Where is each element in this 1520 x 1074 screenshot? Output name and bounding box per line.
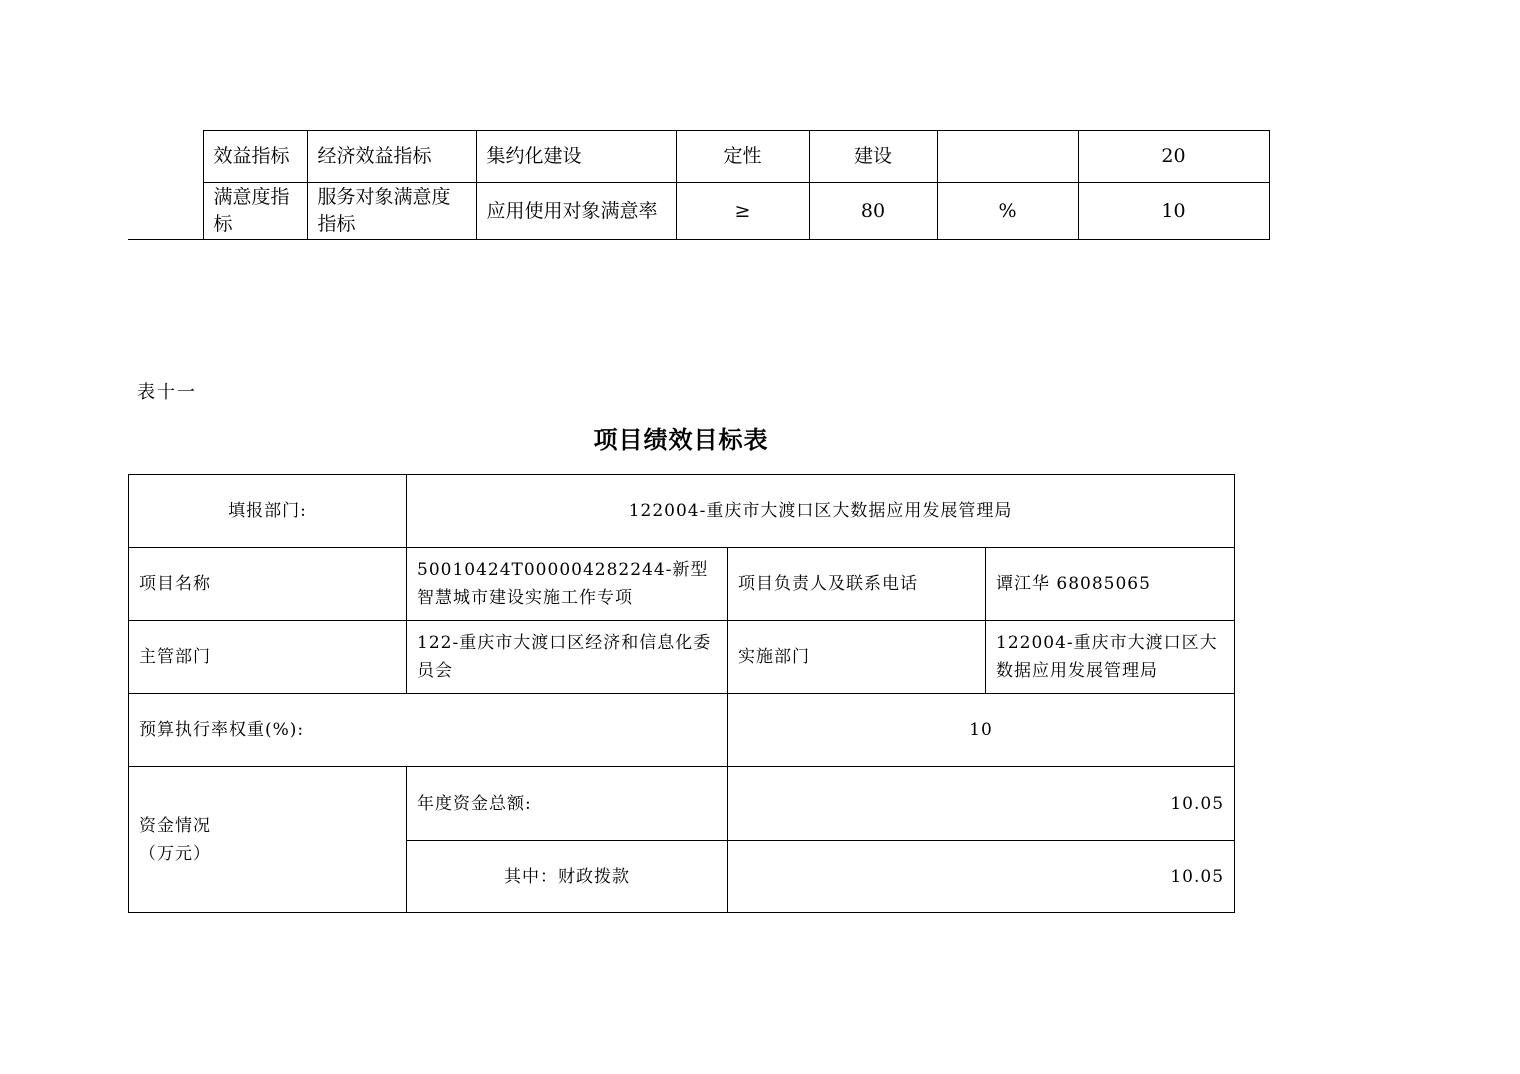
value-cell: 建设	[809, 131, 937, 183]
table-row	[129, 475, 1235, 548]
impl-label: 实施部门	[728, 621, 986, 694]
fiscal-value: 10.05	[728, 841, 1235, 913]
unit-cell	[937, 131, 1078, 183]
fiscal-label: 其中：财政拨款	[407, 841, 728, 913]
supervisor-value: 122-重庆市大渡口区经济和信息化委员会	[407, 621, 728, 694]
annual-total-label: 年度资金总额:	[407, 767, 728, 841]
project-name-value: 50010424T000004282244-新型智慧城市建设实施工作专项	[407, 548, 728, 621]
dept-label: 填报部门:	[129, 475, 407, 548]
funds-unit: （万元）	[139, 843, 211, 864]
table-row	[129, 621, 1235, 694]
table-row	[128, 131, 1269, 183]
subcategory-cell: 经济效益指标	[307, 131, 476, 183]
project-name-label: 项目名称	[129, 548, 407, 621]
indicator-cell: 集约化建设	[476, 131, 676, 183]
page-title: 项目绩效目标表	[593, 425, 769, 454]
budget-rate-label: 预算执行率权重(%):	[129, 694, 728, 767]
indicator-table-continued	[128, 130, 1270, 240]
weight-cell: 10	[1078, 183, 1269, 240]
category-cell: 满意度指标	[203, 183, 307, 240]
funds-label-cell	[129, 767, 407, 913]
project-performance-table	[128, 474, 1235, 913]
operator-cell: ≥	[676, 183, 809, 240]
table-label: 表十一	[137, 382, 197, 403]
dept-value: 122004-重庆市大渡口区大数据应用发展管理局	[407, 475, 1235, 548]
manager-value: 谭江华 68085065	[986, 548, 1235, 621]
blank-cell	[128, 131, 203, 240]
category-cell: 效益指标	[203, 131, 307, 183]
table-row	[129, 548, 1235, 621]
operator-cell: 定性	[676, 131, 809, 183]
supervisor-label: 主管部门	[129, 621, 407, 694]
manager-label: 项目负责人及联系电话	[728, 548, 986, 621]
weight-cell: 20	[1078, 131, 1269, 183]
budget-rate-value: 10	[728, 694, 1235, 767]
unit-cell: %	[937, 183, 1078, 240]
indicator-cell: 应用使用对象满意率	[476, 183, 676, 240]
funds-label: 资金情况	[139, 815, 211, 836]
annual-total-value: 10.05	[728, 767, 1235, 841]
table-row	[128, 183, 1269, 240]
value-cell: 80	[809, 183, 937, 240]
table-row	[129, 767, 1235, 841]
impl-value: 122004-重庆市大渡口区大数据应用发展管理局	[986, 621, 1235, 694]
subcategory-cell: 服务对象满意度指标	[307, 183, 476, 240]
table-row	[129, 694, 1235, 767]
